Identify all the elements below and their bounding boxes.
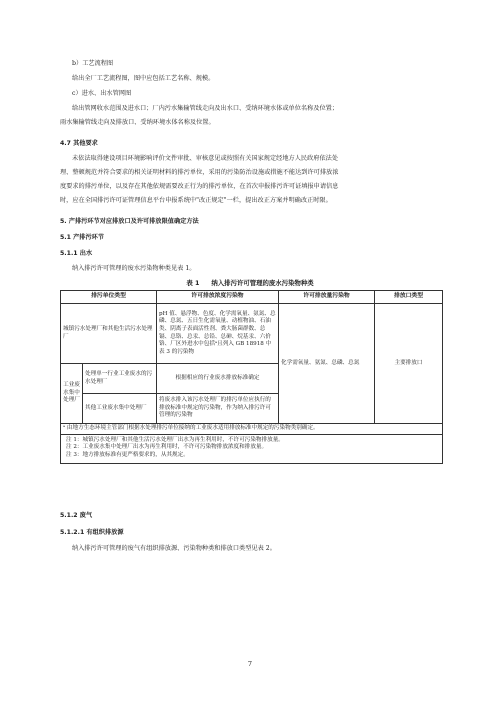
row-single-industry-unit: 处理单一行业工业废水的污水处理厂 — [83, 364, 157, 394]
table-1-caption — [0, 279, 500, 288]
section-c-text-2: 雨水集输管线走向及排放口、受纳环境水体名称及位置。 — [60, 119, 215, 126]
section-4-7-text-4: 时，应在全国排污许可证管理信息平台申报系统中"改正规定"一栏，提出改正方案并明确改正时限。 — [60, 197, 332, 204]
header-unit-type: 排污单位类型 — [61, 291, 157, 304]
section-b-heading: b）工艺流程图 — [72, 60, 114, 67]
section-c-heading: c）进水、出水管网图 — [72, 90, 132, 97]
wastewater-pollutant-table — [60, 290, 443, 464]
section-5-1-2-1-text: 纳入排污许可管理的废气有组织排放源、污染物种类和排放口类型见表 2。 — [72, 545, 276, 552]
row-single-industry-concentration: 根据相应的行业废水排放标准确定 — [157, 364, 279, 394]
section-b-text: 给出全厂工艺流程图，图中应包括工艺名称、规模。 — [72, 75, 215, 82]
section-5-1-title: 5.1 产排污环节 — [60, 234, 105, 241]
row-urban-concentration: pH 值、悬浮物、色度、化学需氧量、氨氮、总磷、总氮、五日生化需氧量、动植物油、石油类、阴离子表面活性剂、粪大肠菌群数、总镉、总铬、总汞、总铅、总砷、烷基汞、六价铬、厂区外进水中包括ᵃ且列入 GB 18918 中表 3 的污染物 — [157, 304, 279, 364]
outlet-type: 主要排放口 — [375, 304, 443, 424]
table-footnote-a: ᵃ 由地方生态环境主管部门根据水处理排污单位接纳的工业废水适用排放标准中规定的污染物类别确定。 — [61, 424, 443, 435]
section-4-7-title: 4.7 其他要求 — [60, 140, 98, 147]
table-note-3: 注 3：地方排放标准有更严格要求的，从其规定。 — [66, 451, 189, 458]
section-5-1-1-title: 5.1.1 出水 — [60, 250, 93, 257]
page-number: 7 — [247, 660, 253, 668]
row-other-industry-unit: 其他工业废水集中处理厂 — [83, 394, 157, 424]
section-5-title: 5. 产排污环节对应排放口及许可排放限值确定方法 — [60, 218, 199, 225]
table-1-number: 表 1 — [186, 279, 200, 287]
section-5-1-2-title: 5.1.2 废气 — [60, 512, 93, 519]
section-4-7-text-2: 理、整顿规范并符合要求的相关证明材料的排污单位，采用的污染防治设施或措施不能达到许可排放浓 — [60, 169, 339, 176]
row-other-industry-concentration: 将废水排入该污水处理厂的排污单位应执行的排放标准中规定的污染物，作为纳入排污许可管理的污染物 — [157, 394, 279, 424]
header-amount: 许可排放量污染物 — [279, 291, 375, 304]
section-4-7-text-1: 未依法取得建设项目环境影响评价文件审批、审核意见或按照有关国家规定经地方人民政府依法处 — [72, 155, 339, 162]
header-concentration: 许可排放浓度污染物 — [157, 291, 279, 304]
section-c-text-1: 给出管网收水范围及进水口；厂内污水集输管线走向及出水口、受纳环境水体或单位名称及位置； — [72, 105, 339, 112]
table-1-title: 纳入排污许可管理的废水污染物种类 — [211, 279, 314, 287]
amount-pollutants: 化学需氧量、氨氮、总磷、总氮 — [279, 304, 375, 424]
industrial-group-label: 工业废水集中处理厂 — [61, 364, 83, 424]
section-4-7-text-3: 度要求的排污单位，以及存在其他依规需要改正行为的排污单位，在首次申报排污许可证填报申请信息 — [60, 183, 339, 190]
row-urban-unit: 城镇污水处理厂和其他生活污水处理厂 — [61, 304, 157, 364]
table-notes — [61, 434, 443, 464]
header-outlet: 排放口类型 — [375, 291, 443, 304]
table-note-1: 注 1：城镇污水处理厂和其他生活污水处理厂出水为再生利用时，不许可污染物排放量。 — [66, 436, 284, 443]
table-note-2: 注 2：工业废水集中处理厂出水为再生利用时，不许可污染物排放浓度和排放量。 — [66, 444, 268, 451]
section-5-1-1-text: 纳入排污许可管理的废水污染物种类见表 1。 — [72, 265, 196, 272]
section-5-1-2-1-title: 5.1.2.1 有组织排放源 — [60, 529, 124, 536]
